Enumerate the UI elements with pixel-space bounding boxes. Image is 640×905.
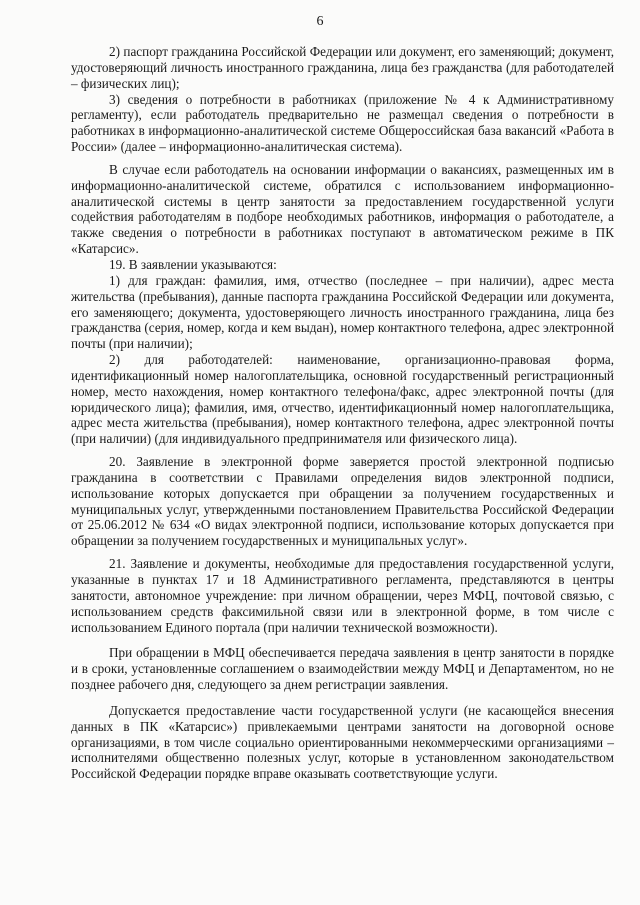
paragraph-mfc: При обращении в МФЦ обеспечивается передача заявления в центр занятости в порядке и в сроки, установленные соглашением о взаимодействии между МФЦ и Департаментом, но не позднее рабочего дня, следующего за днем регистрации заявления. — [71, 645, 614, 693]
paragraph-employers: 2) для работодателей: наименование, организационно-правовая форма, идентификационный номер налогоплательщика, основной государственный регистрационный номер, место нахождения, номер контактного телефона/факс, адрес электронной почты (для юридического лица); фамилия, имя, отчество, идентификационный номер налогоплательщика, адрес места жительства (пребывания), номер контактного телефона, адрес электронной почты (при наличии) (для индивидуального предпринимателя или физического лица). — [71, 352, 614, 447]
paragraph-citizens: 1) для граждан: фамилия, имя, отчество (последнее – при наличии), адрес места жительства (пребывания), данные паспорта гражданина Российской Федерации или документа, его заменяющего; документа, удостоверяющего личность иностранного гражданина, лица без гражданства (серия, номер, когда и кем выдан), номер контактного телефона, адрес электронной почты (при наличии); — [71, 272, 614, 352]
paragraph-20-signature: 20. Заявление в электронной форме заверяется простой электронной подписью гражданина в соответствии с Правилами определения видов электронной подписи, использование которых допускается при обращении за получением государственных и муниципальных услуг, утвержденными постановлением Правительства Российской Федерации от 25.06.2012 № 634 «О видах электронной подписи, использование которых допускается при обращении за получением государственных и муниципальных услуг». — [71, 454, 614, 549]
paragraph-21-submission: 21. Заявление и документы, необходимые для предоставления государственной услуги, указанные в пунктах 17 и 18 Административного регламента, представляются в центры занятости, автономное учреждение: при личном обращении, через МФЦ, почтовой связью, с использованием средств факсимильной связи или в электронной форме, в том числе с использованием Единого портала (при наличии технической возможности). — [71, 556, 614, 635]
paragraph-partial-service: Допускается предоставление части государственной услуги (не касающейся внесения данных в ПК «Катарсис») привлекаемыми центрами занятости на договорной основе организациями, в том числе социально ориентированными некоммерческими организациями – исполнителями общественно полезных услуг, которые в установленном законодательством Российской Федерации порядке вправе оказывать соответствующие услуги. — [71, 702, 614, 782]
paragraph-staff-needs: 3) сведения о потребности в работниках (приложение № 4 к Административному регламенту), если работодатель предварительно не размещал сведения о потребности в работниках в информационно-аналитической системе Общероссийская база вакансий «Работа в России» (далее – информационно-аналитическая система). — [71, 91, 614, 155]
document-body — [71, 44, 614, 782]
paragraph-passport: 2) паспорт гражданина Российской Федерации или документ, его заменяющий; документ, удостоверяющий личность иностранного гражданина, лица без гражданства (для работодателей – физических лиц); — [71, 44, 614, 91]
paragraph-19-heading: 19. В заявлении указываются: — [109, 256, 277, 272]
paragraph-katarsis: В случае если работодатель на основании информации о вакансиях, размещенных им в информационно-аналитической системе, обратился с использованием информационно-аналитической системы в центр занятости за предоставлением государственной услуги содействия работодателям в подборе необходимых работников, информация о работодателе, а также сведения о потребности в работниках поступают в автоматическом режиме в ПК «Катарсис». — [71, 161, 614, 257]
page-number: 6 — [316, 14, 324, 29]
